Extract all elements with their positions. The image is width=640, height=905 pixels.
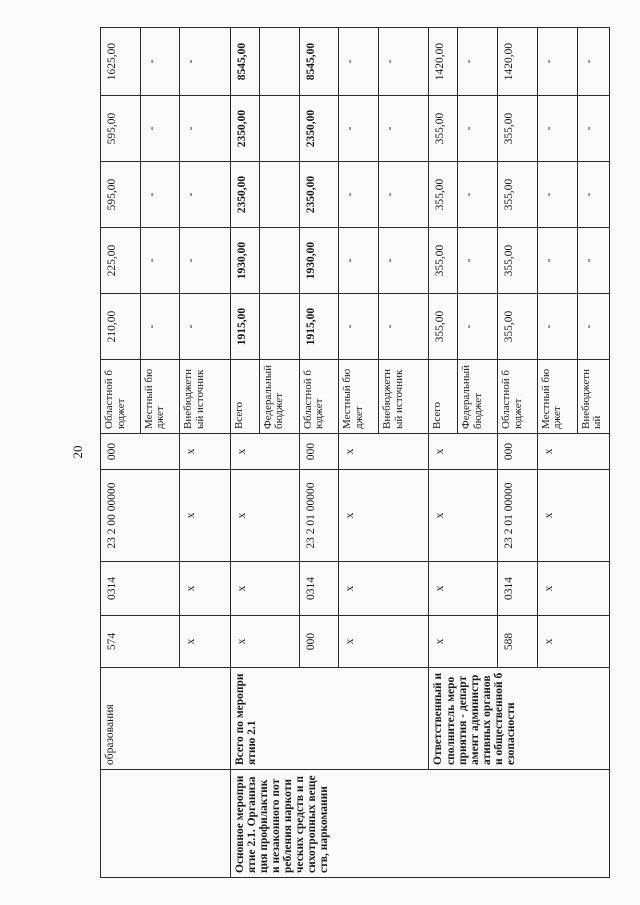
grbs-cell: 588 xyxy=(498,616,538,668)
table-row xyxy=(101,28,141,878)
vr-cell: 000 xyxy=(299,434,339,470)
value-cell: - xyxy=(458,96,498,162)
vr-cell: х xyxy=(537,434,609,470)
value-cell: 2350,00 xyxy=(230,162,259,228)
vr-cell: 000 xyxy=(498,434,538,470)
value-cell: 355,00 xyxy=(498,162,538,228)
csr-cell: 23 2 00 00000 xyxy=(101,470,180,562)
name-cell xyxy=(101,770,231,878)
responsible-cell: образования xyxy=(101,668,231,770)
value-cell: - xyxy=(577,228,609,294)
csr-cell: х xyxy=(230,470,299,562)
value-cell: - xyxy=(577,162,609,228)
value-cell: - xyxy=(537,96,577,162)
grbs-cell: х xyxy=(429,616,498,668)
page-number: 20 xyxy=(70,445,85,459)
source-cell: Местный бюджет xyxy=(537,360,577,434)
source-cell: Всего xyxy=(429,360,458,434)
value-cell: - xyxy=(339,294,379,360)
value-cell: - xyxy=(140,96,180,162)
grbs-cell: х xyxy=(339,616,429,668)
grbs-cell: х xyxy=(180,616,230,668)
value-cell: 595,00 xyxy=(101,96,141,162)
value-cell: 1915,00 xyxy=(230,294,259,360)
value-cell: 2350,00 xyxy=(230,96,259,162)
value-cell: - xyxy=(140,294,180,360)
source-cell: Областной бюджет xyxy=(299,360,339,434)
value-cell: - xyxy=(140,28,180,96)
csr-cell: х xyxy=(537,470,609,562)
value-cell: - xyxy=(458,28,498,96)
value-cell: 1420,00 xyxy=(429,28,458,96)
value-cell: - xyxy=(180,96,230,162)
value-cell: - xyxy=(458,162,498,228)
value-cell: - xyxy=(537,28,577,96)
value-cell: - xyxy=(140,228,180,294)
value-cell: - xyxy=(379,162,429,228)
source-cell: Всего xyxy=(230,360,259,434)
value-cell: - xyxy=(379,96,429,162)
table-row xyxy=(429,28,458,878)
value-cell: 225,00 xyxy=(101,228,141,294)
value-cell: - xyxy=(458,228,498,294)
value-cell: - xyxy=(339,228,379,294)
vr-cell: 000 xyxy=(101,434,180,470)
source-cell: Областной бюджет xyxy=(498,360,538,434)
value-cell: - xyxy=(577,96,609,162)
value-cell: - xyxy=(180,162,230,228)
value-cell: 355,00 xyxy=(429,228,458,294)
value-cell: - xyxy=(180,228,230,294)
value-cell: - xyxy=(339,162,379,228)
value-cell: - xyxy=(537,294,577,360)
source-cell: Внебюджетный xyxy=(577,360,609,434)
grbs-cell: х xyxy=(230,616,299,668)
value-cell xyxy=(259,28,299,96)
table-row xyxy=(230,28,259,878)
value-cell: 355,00 xyxy=(498,294,538,360)
value-cell: 2350,00 xyxy=(299,162,339,228)
value-cell: 355,00 xyxy=(429,162,458,228)
source-cell: Местный бюджет xyxy=(140,360,180,434)
csr-cell: 23 2 01 00000 xyxy=(299,470,339,562)
value-cell: 1420,00 xyxy=(498,28,538,96)
value-cell: - xyxy=(577,294,609,360)
value-cell: 8545,00 xyxy=(299,28,339,96)
value-cell: - xyxy=(379,28,429,96)
vr-cell: х xyxy=(339,434,429,470)
rz-pr-cell: 0314 xyxy=(498,562,538,616)
value-cell: 595,00 xyxy=(101,162,141,228)
event-name-cell: Основное мероприятие 2.1. Организация профилактики незаконного потребления наркотических средств и психотропных веществ, наркомании xyxy=(230,770,609,878)
value-cell: 210,00 xyxy=(101,294,141,360)
value-cell: 1930,00 xyxy=(230,228,259,294)
value-cell: 1930,00 xyxy=(299,228,339,294)
rz-pr-cell: х xyxy=(537,562,609,616)
rz-pr-cell: 0314 xyxy=(299,562,339,616)
rz-pr-cell: х xyxy=(429,562,498,616)
value-cell: 2350,00 xyxy=(299,96,339,162)
source-cell: Федеральный бюджет xyxy=(458,360,498,434)
value-cell: 355,00 xyxy=(429,96,458,162)
responsible-cell: Ответственный исполнитель мероприятия - департамент административных органов и общественной безопасности xyxy=(429,668,610,770)
grbs-cell: 574 xyxy=(101,616,180,668)
budget-table-container xyxy=(100,28,610,878)
source-cell: Местный бюджет xyxy=(339,360,379,434)
source-cell: Областной бюджет xyxy=(101,360,141,434)
value-cell: - xyxy=(180,294,230,360)
value-cell: - xyxy=(537,228,577,294)
value-cell xyxy=(259,96,299,162)
rz-pr-cell: х xyxy=(339,562,429,616)
grbs-cell: 000 xyxy=(299,616,339,668)
value-cell: 355,00 xyxy=(429,294,458,360)
value-cell: - xyxy=(140,162,180,228)
rz-pr-cell: х xyxy=(230,562,299,616)
value-cell xyxy=(259,294,299,360)
value-cell: - xyxy=(339,96,379,162)
value-cell: - xyxy=(458,294,498,360)
vr-cell: х xyxy=(429,434,498,470)
value-cell: 1625,00 xyxy=(101,28,141,96)
csr-cell: х xyxy=(339,470,429,562)
value-cell xyxy=(259,162,299,228)
value-cell: 8545,00 xyxy=(230,28,259,96)
vr-cell: х xyxy=(180,434,230,470)
value-cell: 355,00 xyxy=(498,96,538,162)
value-cell: 1915,00 xyxy=(299,294,339,360)
value-cell: - xyxy=(577,28,609,96)
source-cell: Внебюджетный источник xyxy=(180,360,230,434)
csr-cell: х xyxy=(180,470,230,562)
csr-cell: 23 2 01 00000 xyxy=(498,470,538,562)
budget-table-rotated xyxy=(100,28,610,878)
value-cell: 355,00 xyxy=(498,228,538,294)
vr-cell: х xyxy=(230,434,299,470)
rz-pr-cell: 0314 xyxy=(101,562,180,616)
responsible-cell: Всего по мероприятию 2.1 xyxy=(230,668,429,770)
value-cell xyxy=(259,228,299,294)
value-cell: - xyxy=(379,294,429,360)
value-cell: - xyxy=(180,28,230,96)
value-cell: - xyxy=(537,162,577,228)
source-cell: Федеральный бюджет xyxy=(259,360,299,434)
csr-cell: х xyxy=(429,470,498,562)
value-cell: - xyxy=(339,28,379,96)
value-cell: - xyxy=(379,228,429,294)
source-cell: Внебюджетный источник xyxy=(379,360,429,434)
rz-pr-cell: х xyxy=(180,562,230,616)
grbs-cell: х xyxy=(537,616,609,668)
budget-table xyxy=(100,27,610,878)
